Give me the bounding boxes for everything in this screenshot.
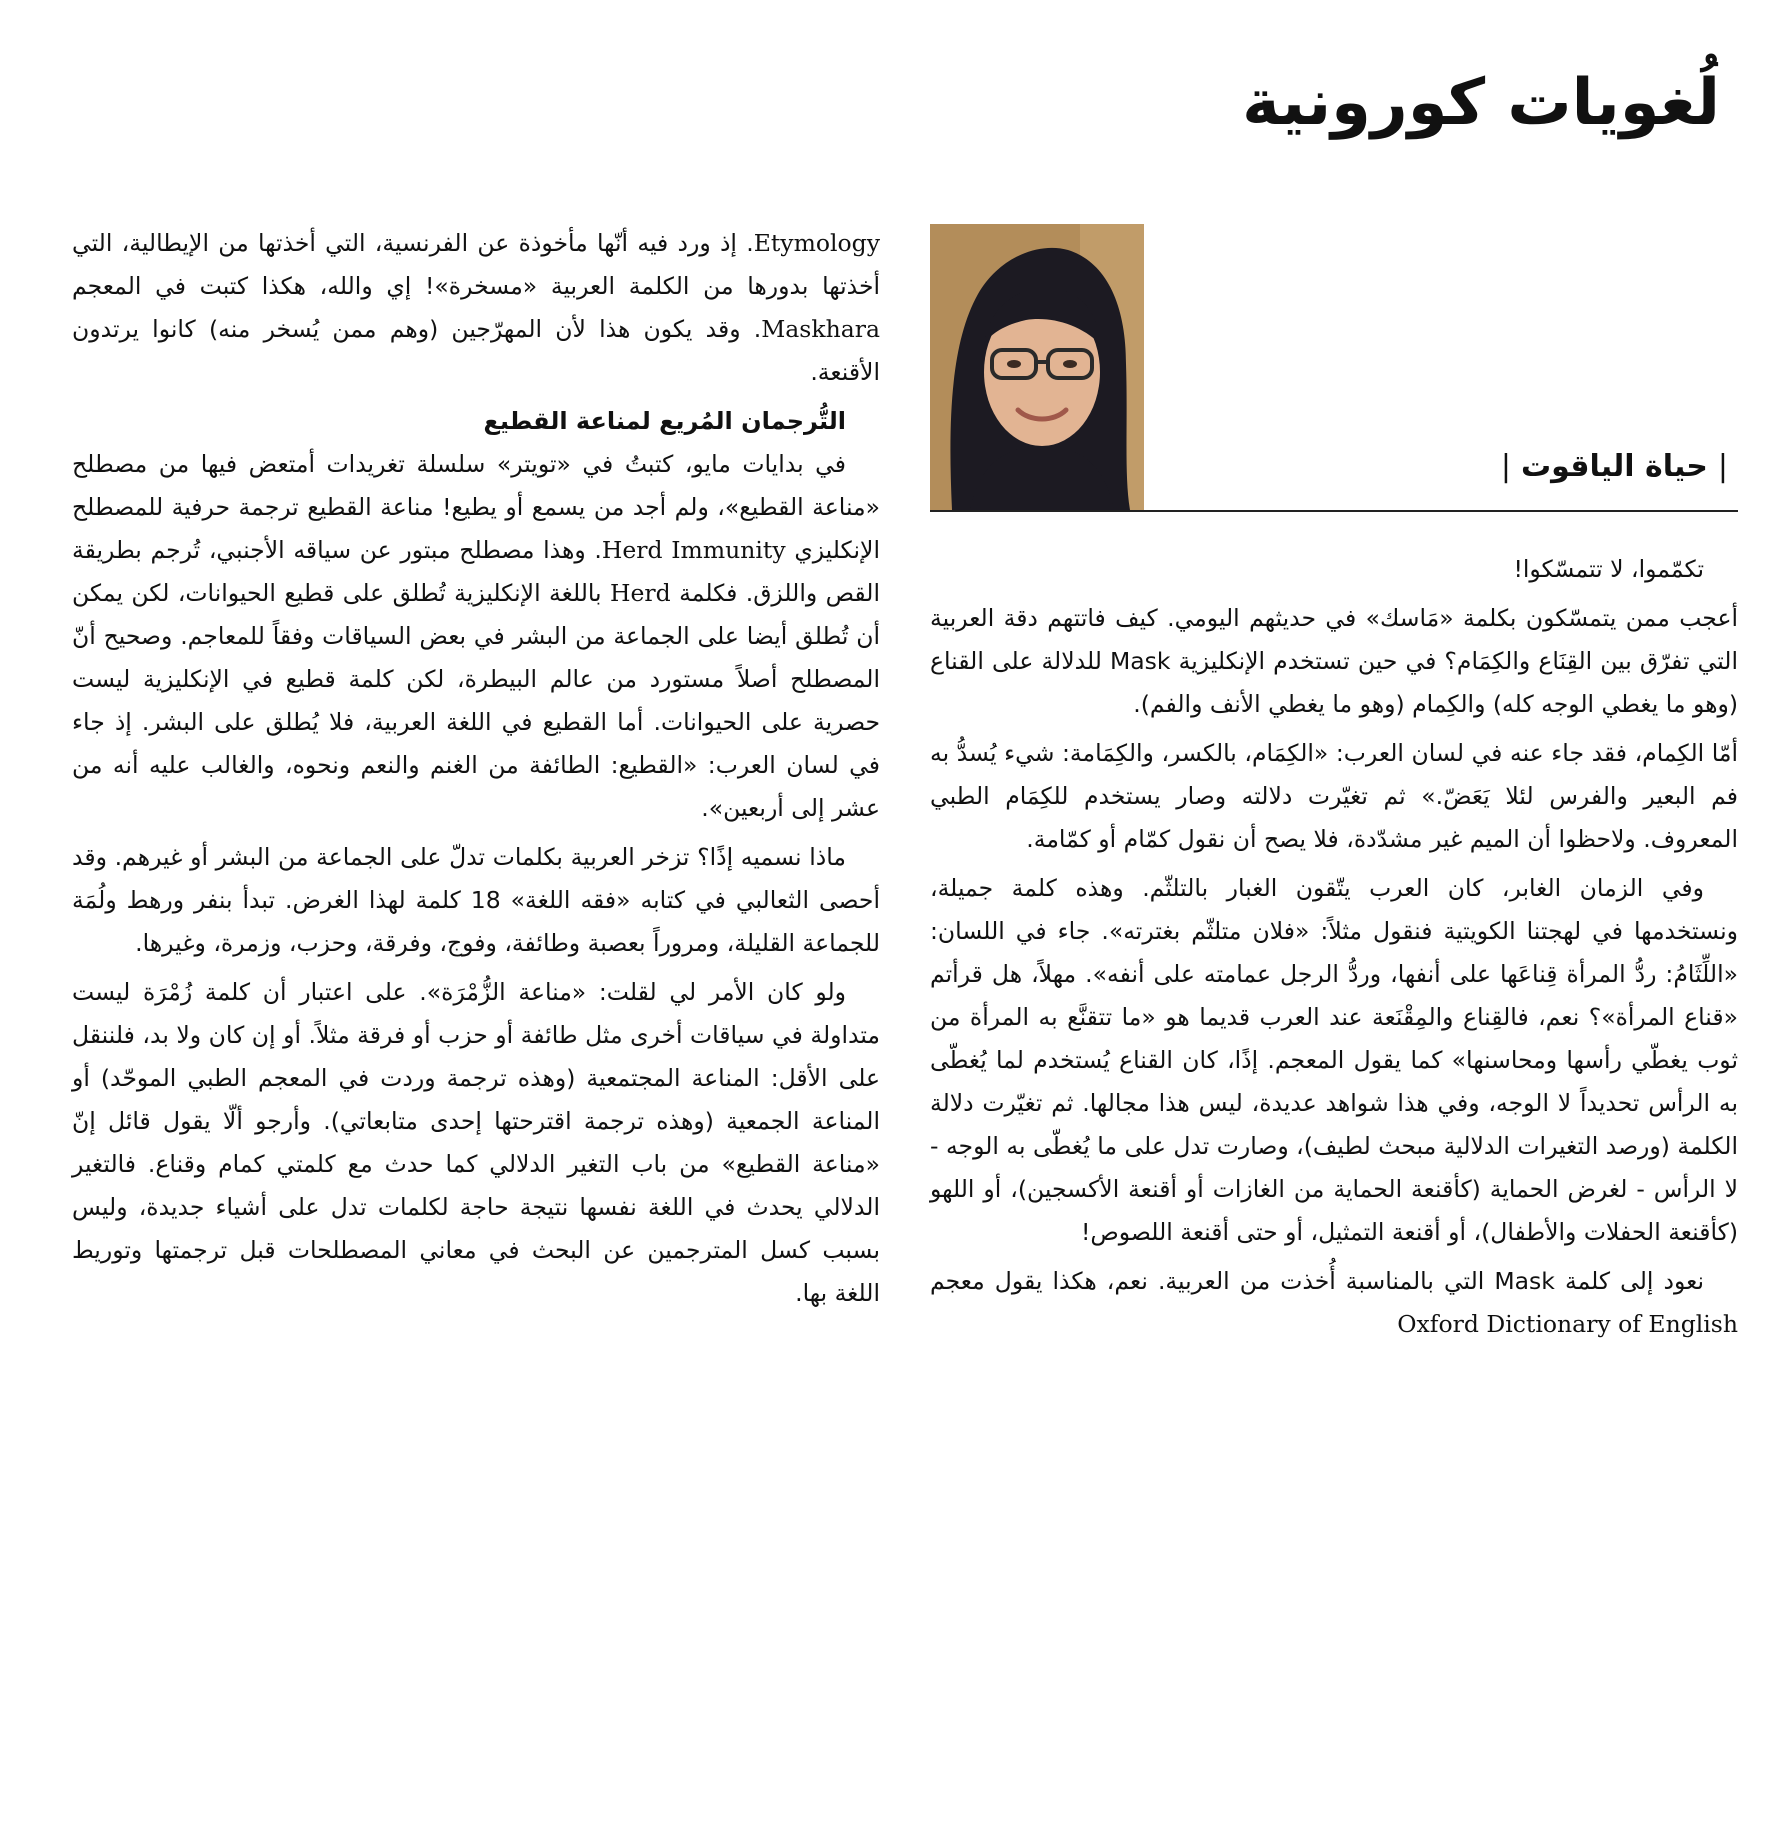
portrait-icon bbox=[930, 224, 1144, 510]
section-subheading: التُّرجمان المُريع لمناعة القطيع bbox=[483, 407, 846, 435]
paragraph: أمّا الكِمام، فقد جاء عنه في لسان العرب: «الكِمَام، بالكسر، والكِمَامة: شيء يُسدُّ به فم البعير والفرس لئلا يَعَضّ.» ثم تغيّرت دلالته وصار يستخدم للكِمَام الطبي المعروف. ولاحظوا أن الميم غير مشدّدة، فلا يصح أن نقول كمّام أو كمّامة. bbox=[930, 739, 1738, 853]
paragraph-text: . وقد يكون هذا لأن المهرّجين (وهم ممن يُسخر منه) كانوا يرتدون الأقنعة. bbox=[72, 315, 880, 386]
author-name: حياة الياقوت bbox=[1520, 449, 1708, 484]
right-column bbox=[930, 548, 1738, 1346]
paragraph: ولو كان الأمر لي لقلت: «مناعة الزُّمْرَة». على اعتبار أن كلمة زُمْرَة ليست متداولة في سياقات أخرى مثل طائفة أو حزب أو فرقة مثلاً. أو إن كان ولا بد، فلننقل على الأقل: المناعة المجتمعية (وهذه ترجمة وردت في المعجم الطبي الموحّد) أو المناعة الجمعية (وهذه ترجمة اقترحتها إحدى متابعاتي). وأرجو ألّا يقول قائل إنّ «مناعة القطيع» من باب التغير الدلالي كما حدث مع كلمتي كمام وقناع. فالتغير الدلالي يحدث في اللغة نفسها نتيجة حاجة لكلمات تدل على أشياء جديدة، وليس بسبب كسل المترجمين عن البحث في معاني المصطلحات قبل ترجمتها وتوريط اللغة بها. bbox=[72, 978, 880, 1307]
paragraph: ماذا نسميه إذًا؟ تزخر العربية بكلمات تدلّ على الجماعة من البشر أو غيرهم. وقد أحصى الثعالبي في كتابه «فقه اللغة» 18 كلمة لهذا الغرض. تبدأ بنفر ورهط ولُمَة للجماعة القليلة، ومروراً بعصبة وطائفة، وفوج، وفرقة، وحزب، وزمرة، وغيرها. bbox=[72, 843, 880, 957]
lead-paragraph: تكمّموا، لا تتمسّكوا! bbox=[1513, 555, 1704, 583]
paragraph: وفي الزمان الغابر، كان العرب يتّقون الغبار بالتلثّم. وهذه كلمة جميلة، ونستخدمها في لهجتنا الكويتية فنقول مثلاً: «فلان متلثّم بغترته». جاء في اللسان: «اللِّثَامُ: ردُّ المرأة قِناعَها على أنفها، وردُّ الرجل عمامته على أنفه». مهلاً، هل قرأتم «قناع المرأة»؟ نعم، فالقِناع والمِقْنَعة عند العرب قديما هو «ما تتقنَّع به المرأة من ثوب يغطّي رأسها ومحاسنها» كما يقول المعجم. إذًا، كان القناع يُستخدم لما يُغطّى به الرأس تحديداً لا الوجه، وفي هذا شواهد عديدة، ليس هذا مجالها. ثم تغيّرت دلالة الكلمة (ورصد التغيرات الدلالية مبحث لطيف)، وصارت تدل على ما يُغطّى به الوجه - لا الرأس - لغرض الحماية (كأقنعة الحماية من الغازات أو أقنعة الأكسجين)، أو اللهو (كأقنعة الحفلات والأطفال)، أو أقنعة التمثيل، أو حتى أقنعة اللصوص! bbox=[930, 874, 1738, 1246]
author-block bbox=[930, 224, 1738, 512]
paragraph bbox=[72, 443, 880, 830]
author-portrait bbox=[930, 224, 1144, 510]
author-byline bbox=[1491, 449, 1738, 484]
latin-term: Herd bbox=[610, 579, 671, 607]
latin-term: Maskhara bbox=[761, 315, 880, 343]
paragraph bbox=[930, 1260, 1738, 1346]
paragraph-text: باللغة الإنكليزية تُطلق على قطيع الحيوانات، لكن يمكن أن تُطلق أيضا على الجماعة من البشر في بعض السياقات وفقاً للمعاجم. وصحيح أنّ المصطلح أصلاً مستورد من عالم البيطرة، لكن كلمة قطيع في الإنكليزية ليست حصرية على الحيوانات. أما القطيع في اللغة العربية، فلا يُطلق على البشر. إذ جاء في لسان العرب: «القطيع: الطائفة من الغنم والنعم ونحوه، والغالب عليه أنه من عشر إلى أربعين». bbox=[72, 579, 880, 822]
dictionary-name: Oxford Dictionary of English bbox=[1397, 1310, 1738, 1338]
left-column bbox=[72, 222, 880, 1321]
paragraph-text: نعود إلى كلمة Mask التي بالمناسبة أُخذت من العربية. نعم، هكذا يقول معجم bbox=[930, 1267, 1704, 1295]
paragraph bbox=[72, 222, 880, 394]
latin-term: Herd Immunity bbox=[601, 536, 786, 564]
article-title: لُغويات كورونية bbox=[1242, 66, 1720, 140]
byline-separator: | bbox=[1717, 449, 1728, 484]
paragraph: أعجب ممن يتمسّكون بكلمة «مَاسك» في حديثهم اليومي. كيف فاتتهم دقة العربية التي تفرّق بين القِنَاع والكِمَام؟ في حين تستخدم الإنكليزية Mask للدلالة على القناع (وهو ما يغطي الوجه كله) والكِمام (وهو ما يغطي الأنف والفم). bbox=[930, 604, 1738, 718]
paragraph-text: . وهذا مصطلح مبتور عن سياقه الأجنبي، تُرجم بطريقة القص واللزق. فكلمة bbox=[72, 536, 880, 607]
paragraph-text: في بدايات مايو، كتبتُ في «تويتر» سلسلة تغريدات أمتعض فيها من مصطلح «مناعة القطيع»، ولم أجد من يسمع أو يطيع! مناعة القطيع ترجمة حرفية للمصطلح الإنكليزي bbox=[72, 450, 880, 564]
byline-separator: | bbox=[1500, 449, 1511, 484]
latin-term: Etymology bbox=[753, 229, 880, 257]
paragraph-text: . إذ ورد فيه أنّها مأخوذة عن الفرنسية، التي أخذتها من الإيطالية، التي أخذتها بدورها من الكلمة العربية «مسخرة»! إي والله، هكذا كتبت في المعجم bbox=[72, 229, 880, 300]
